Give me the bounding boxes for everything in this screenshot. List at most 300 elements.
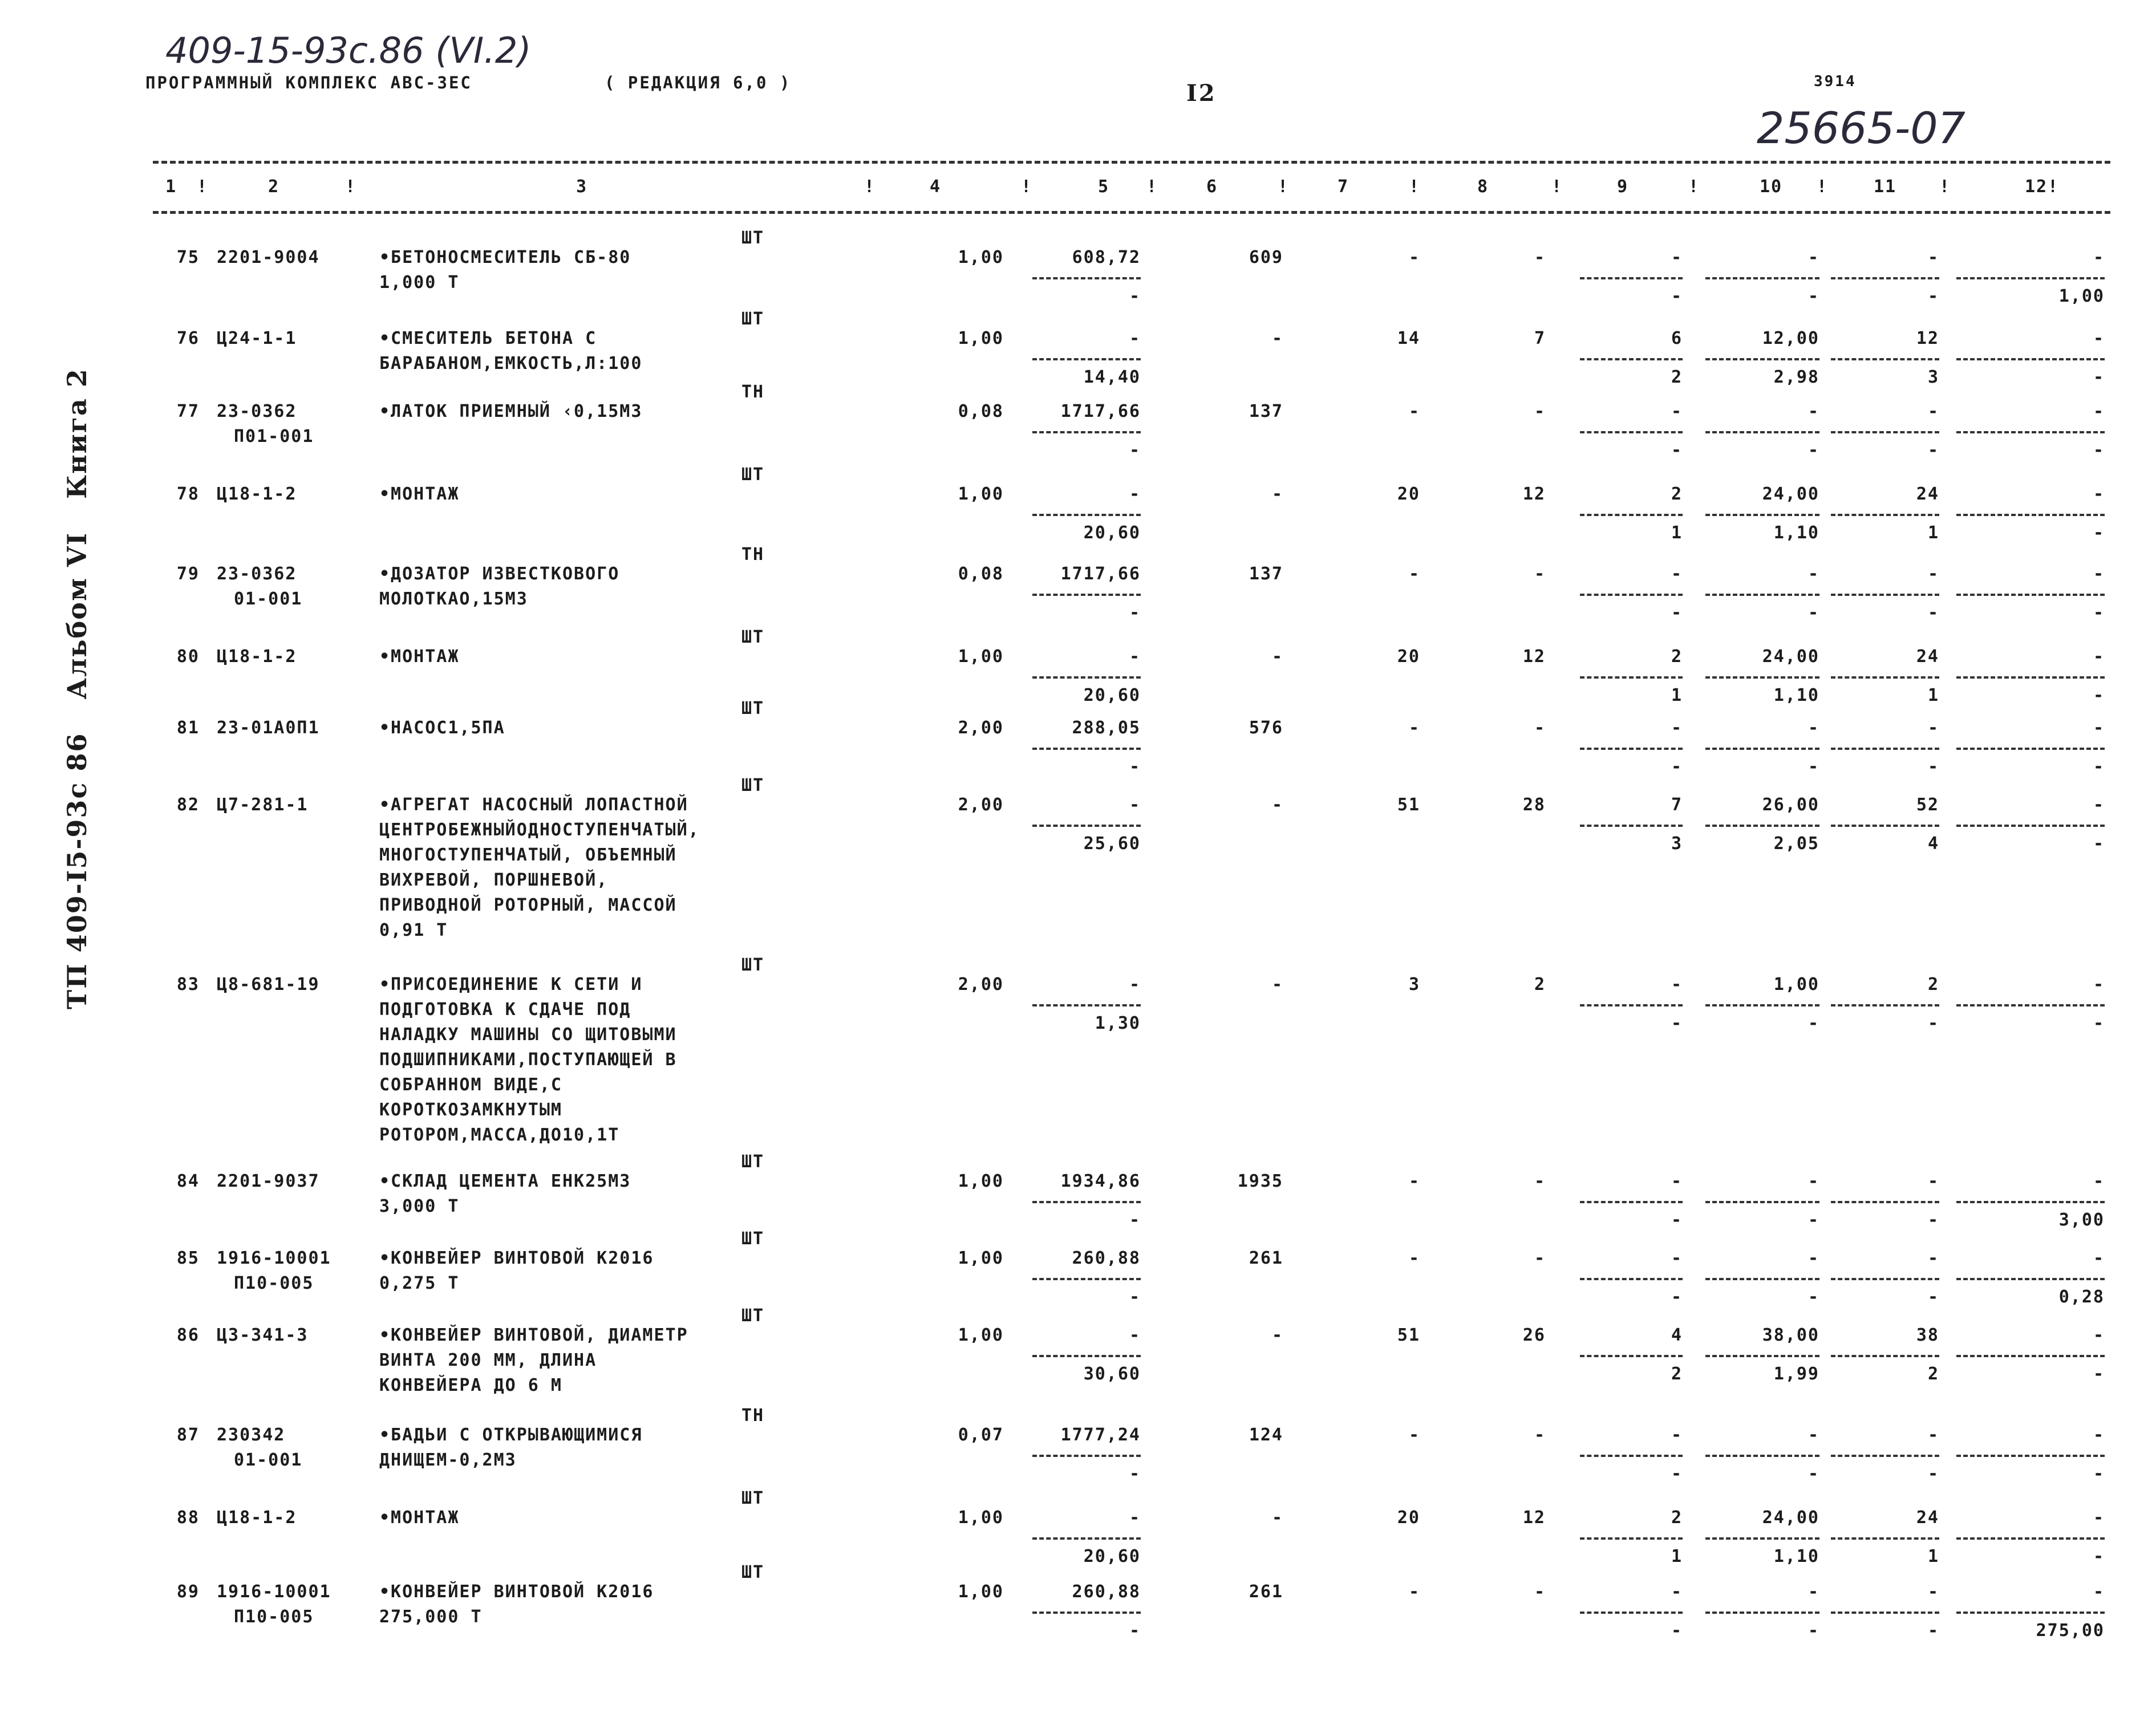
resource-description: •КОНВЕЙЕР ВИНТОВОЙ, ДИАМЕТР — [379, 1325, 688, 1345]
cell-c10-bottom: 1,10 — [1773, 523, 1819, 543]
cell-c10-bottom: - — [1808, 603, 1819, 623]
resource-description: •ЛАТОК ПРИЕМНЫЙ ‹0,15М3 — [379, 401, 643, 421]
cell-c9-bottom: - — [1671, 1013, 1683, 1033]
cell-c9-bottom: 1 — [1671, 1546, 1683, 1566]
cell-divider — [1580, 825, 1683, 827]
column-separator: ! — [1409, 177, 1421, 197]
cell-c10-bottom: - — [1808, 1621, 1819, 1641]
cell-divider — [1705, 431, 1819, 433]
cell-c11-bottom: 3 — [1927, 367, 1939, 387]
machine-cost: 26 — [1522, 1325, 1546, 1345]
labor-cost: 51 — [1397, 1325, 1420, 1345]
unit-label: ШТ — [741, 1229, 765, 1249]
resource-description: •СМЕСИТЕЛЬ БЕТОНА С — [379, 328, 597, 348]
column-header-1: 1 — [165, 177, 177, 197]
resource-description: •ДОЗАТОР ИЗВЕСТКОВОГО — [379, 564, 620, 584]
resource-description: 275,000 Т — [379, 1607, 483, 1627]
resource-description: ВИХРЕВОЙ, ПОРШНЕВОЙ, — [379, 870, 609, 890]
machine-cost: 7 — [1534, 328, 1546, 348]
machine-cost: - — [1534, 1248, 1546, 1268]
cell-divider — [1956, 358, 2105, 360]
row-number: 78 — [176, 484, 200, 504]
cell-c11-top: 2 — [1927, 975, 1939, 995]
column-header-11: 11 — [1873, 177, 1897, 197]
cell-c10-top: - — [1808, 1171, 1819, 1191]
total-cost: 137 — [1249, 564, 1283, 584]
row-number: 86 — [176, 1325, 200, 1345]
cell-divider — [1956, 748, 2105, 750]
price-value: - — [1129, 328, 1141, 348]
cell-divider — [1032, 1201, 1141, 1203]
unit-label: ШТ — [741, 699, 765, 719]
column-header-7: 7 — [1337, 177, 1349, 197]
cell-c9-top: - — [1671, 564, 1683, 584]
cell-divider — [1956, 1004, 2105, 1006]
cell-divider — [1831, 431, 1939, 433]
cell-c12-top: - — [2093, 1248, 2105, 1268]
price-salary: - — [1129, 1210, 1141, 1230]
resource-description: •АГРЕГАТ НАСОСНЫЙ ЛОПАСТНОЙ — [379, 795, 688, 815]
program-name: ПРОГРАММНЫЙ КОМПЛЕКС АВС-ЗЕС — [145, 73, 472, 92]
labor-cost: - — [1408, 718, 1420, 738]
quantity: 0,07 — [958, 1425, 1004, 1445]
cell-divider — [1705, 1004, 1819, 1006]
cell-divider — [1032, 1278, 1141, 1280]
cell-c10-bottom: 1,10 — [1773, 1546, 1819, 1566]
column-separator: ! — [1939, 177, 1951, 197]
cell-c10-bottom: 1,99 — [1773, 1364, 1819, 1384]
machine-cost: - — [1534, 401, 1546, 421]
price-salary: - — [1129, 1621, 1141, 1641]
machine-cost: - — [1534, 247, 1546, 267]
resource-description: •СКЛАД ЦЕМЕНТА ЕНК25М3 — [379, 1171, 631, 1191]
column-separator: ! — [1146, 177, 1158, 197]
resource-description: •КОНВЕЙЕР ВИНТОВОЙ К2016 — [379, 1248, 654, 1268]
cell-divider — [1705, 514, 1819, 516]
quantity: 1,00 — [958, 1582, 1004, 1602]
resource-code: Ц24-1-1 — [217, 328, 297, 348]
side-caption — [62, 345, 92, 1009]
header-bottom-rule — [153, 211, 2110, 214]
cell-c10-bottom: - — [1808, 757, 1819, 777]
cell-c9-bottom: 1 — [1671, 685, 1683, 705]
cell-divider — [1705, 825, 1819, 827]
cell-divider — [1032, 514, 1141, 516]
resource-code: 1916-10001 — [217, 1248, 331, 1268]
cell-c10-top: - — [1808, 1582, 1819, 1602]
cell-c12-bottom: 1,00 — [2058, 286, 2105, 306]
cell-c11-top: - — [1927, 247, 1939, 267]
cell-c11-bottom: 1 — [1927, 1546, 1939, 1566]
cell-c10-bottom: - — [1808, 440, 1819, 460]
price-value: 1717,66 — [1060, 564, 1141, 584]
quantity: 1,00 — [958, 247, 1004, 267]
unit-label: ШТ — [741, 776, 765, 795]
cell-c11-top: - — [1927, 718, 1939, 738]
cell-divider — [1956, 1278, 2105, 1280]
cell-c10-top: 24,00 — [1762, 647, 1819, 667]
row-number: 83 — [176, 975, 200, 995]
column-separator: ! — [1551, 177, 1563, 197]
total-cost: - — [1271, 647, 1283, 667]
quantity: 2,00 — [958, 795, 1004, 815]
cell-c10-top: - — [1808, 247, 1819, 267]
cell-c12-top: - — [2093, 718, 2105, 738]
cell-c9-bottom: 2 — [1671, 367, 1683, 387]
labor-cost: - — [1408, 564, 1420, 584]
cell-c10-top: - — [1808, 718, 1819, 738]
price-value: 1934,86 — [1060, 1171, 1141, 1191]
cell-divider — [1580, 358, 1683, 360]
cell-c9-top: 2 — [1671, 1508, 1683, 1528]
total-cost: - — [1271, 484, 1283, 504]
cell-c9-top: - — [1671, 1425, 1683, 1445]
cell-divider — [1831, 676, 1939, 679]
quantity: 1,00 — [958, 484, 1004, 504]
machine-cost: - — [1534, 1425, 1546, 1445]
total-cost: - — [1271, 795, 1283, 815]
cell-divider — [1580, 277, 1683, 279]
column-separator: ! — [1817, 177, 1829, 197]
total-cost: 137 — [1249, 401, 1283, 421]
cell-c9-top: 2 — [1671, 647, 1683, 667]
cell-c12-top: - — [2093, 1508, 2105, 1528]
total-cost: 124 — [1249, 1425, 1283, 1445]
row-number: 88 — [176, 1508, 200, 1528]
column-header-10: 10 — [1759, 177, 1783, 197]
header-top-rule — [153, 161, 2110, 164]
cell-divider — [1956, 676, 2105, 679]
resource-description: 0,91 Т — [379, 920, 448, 940]
cell-c12-top: - — [2093, 975, 2105, 995]
labor-cost: 20 — [1397, 1508, 1420, 1528]
cell-c12-top: - — [2093, 647, 2105, 667]
cell-divider — [1705, 1537, 1819, 1540]
column-separator: ! — [1688, 177, 1700, 197]
resource-description: •КОНВЕЙЕР ВИНТОВОЙ К2016 — [379, 1582, 654, 1602]
cell-c11-bottom: - — [1927, 1013, 1939, 1033]
unit-label: ШТ — [741, 627, 765, 647]
cell-divider — [1032, 358, 1141, 360]
cell-c11-bottom: - — [1927, 603, 1939, 623]
cell-c9-top: - — [1671, 1582, 1683, 1602]
cell-c12-bottom: - — [2093, 1364, 2105, 1384]
column-header-6: 6 — [1206, 177, 1218, 197]
machine-cost: 12 — [1522, 647, 1546, 667]
cell-divider — [1705, 594, 1819, 596]
resource-code: 23-0362 — [217, 564, 297, 584]
cell-divider — [1831, 1004, 1939, 1006]
quantity: 1,00 — [958, 328, 1004, 348]
cell-divider — [1032, 431, 1141, 433]
cell-divider — [1580, 1278, 1683, 1280]
machine-cost: 28 — [1522, 795, 1546, 815]
row-number: 76 — [176, 328, 200, 348]
row-number: 77 — [176, 401, 200, 421]
price-salary: - — [1129, 440, 1141, 460]
price-salary: 1,30 — [1095, 1013, 1141, 1033]
document-code-big: 25665-07 — [1757, 103, 1965, 153]
cell-c12-top: - — [2093, 564, 2105, 584]
cell-divider — [1956, 594, 2105, 596]
cell-c10-top: 1,00 — [1773, 975, 1819, 995]
cell-c12-bottom: - — [2093, 1013, 2105, 1033]
machine-cost: - — [1534, 1171, 1546, 1191]
cell-c9-bottom: - — [1671, 1621, 1683, 1641]
cell-c9-top: - — [1671, 1171, 1683, 1191]
price-salary: 30,60 — [1083, 1364, 1141, 1384]
quantity: 0,08 — [958, 401, 1004, 421]
cell-divider — [1705, 676, 1819, 679]
price-salary: - — [1129, 1464, 1141, 1484]
price-value: - — [1129, 647, 1141, 667]
cell-c11-top: - — [1927, 1425, 1939, 1445]
side-project: ТП 409-I5-93с 86 — [62, 732, 92, 1009]
cell-divider — [1956, 1537, 2105, 1540]
cell-divider — [1956, 1612, 2105, 1614]
cell-c12-bottom: 0,28 — [2058, 1287, 2105, 1307]
cell-divider — [1580, 1455, 1683, 1457]
cell-divider — [1705, 1201, 1819, 1203]
cell-c12-top: - — [2093, 484, 2105, 504]
resource-description: 3,000 Т — [379, 1196, 460, 1216]
resource-code: Ц18-1-2 — [217, 484, 297, 504]
quantity: 1,00 — [958, 1248, 1004, 1268]
cell-c12-top: - — [2093, 247, 2105, 267]
resource-description: •МОНТАЖ — [379, 484, 460, 504]
column-separator: ! — [345, 177, 357, 197]
cell-divider — [1831, 514, 1939, 516]
resource-description: •ПРИСОЕДИНЕНИЕ К СЕТИ И — [379, 975, 643, 995]
labor-cost: - — [1408, 401, 1420, 421]
document-code-small: 3914 — [1814, 73, 1857, 90]
cell-c11-bottom: 2 — [1927, 1364, 1939, 1384]
labor-cost: - — [1408, 247, 1420, 267]
cell-divider — [1032, 594, 1141, 596]
column-header-3: 3 — [576, 177, 588, 197]
cell-c9-top: - — [1671, 247, 1683, 267]
cell-c9-top: 4 — [1671, 1325, 1683, 1345]
cell-divider — [1956, 1455, 2105, 1457]
quantity: 2,00 — [958, 975, 1004, 995]
quantity: 1,00 — [958, 1325, 1004, 1345]
cell-c9-bottom: 3 — [1671, 834, 1683, 854]
cell-divider — [1956, 825, 2105, 827]
resource-code: 23-0362 — [217, 401, 297, 421]
cell-divider — [1705, 1355, 1819, 1357]
labor-cost: - — [1408, 1171, 1420, 1191]
cell-c10-top: 38,00 — [1762, 1325, 1819, 1345]
cell-c9-bottom: - — [1671, 757, 1683, 777]
cell-c9-top: 6 — [1671, 328, 1683, 348]
price-value: 1717,66 — [1060, 401, 1141, 421]
resource-description: •МОНТАЖ — [379, 647, 460, 667]
labor-cost: - — [1408, 1582, 1420, 1602]
row-number: 84 — [176, 1171, 200, 1191]
cell-c10-top: 24,00 — [1762, 484, 1819, 504]
column-header-8: 8 — [1477, 177, 1489, 197]
cell-c11-bottom: 4 — [1927, 834, 1939, 854]
cell-c11-bottom: - — [1927, 1464, 1939, 1484]
cell-c12-bottom: - — [2093, 603, 2105, 623]
cell-divider — [1831, 1537, 1939, 1540]
cell-c9-top: 7 — [1671, 795, 1683, 815]
resource-code-2: 01-001 — [234, 1450, 303, 1470]
price-salary: 20,60 — [1083, 685, 1141, 705]
total-cost: 576 — [1249, 718, 1283, 738]
cell-c9-bottom: - — [1671, 1287, 1683, 1307]
cell-c12-bottom: - — [2093, 440, 2105, 460]
column-header-9: 9 — [1616, 177, 1629, 197]
cell-c10-bottom: 2,05 — [1773, 834, 1819, 854]
total-cost: 261 — [1249, 1248, 1283, 1268]
price-salary: 25,60 — [1083, 834, 1141, 854]
price-salary: - — [1129, 286, 1141, 306]
cell-divider — [1831, 825, 1939, 827]
price-salary: 20,60 — [1083, 1546, 1141, 1566]
row-number: 80 — [176, 647, 200, 667]
cell-divider — [1032, 1004, 1141, 1006]
resource-description: •БАДЬИ С ОТКРЫВАЮЩИМИСЯ — [379, 1425, 643, 1445]
resource-description: ВИНТА 200 ММ, ДЛИНА — [379, 1350, 597, 1370]
cell-divider — [1705, 1455, 1819, 1457]
cell-c9-bottom: 2 — [1671, 1364, 1683, 1384]
cell-c9-bottom: - — [1671, 1464, 1683, 1484]
cell-divider — [1580, 1004, 1683, 1006]
price-value: 608,72 — [1072, 247, 1141, 267]
labor-cost: 3 — [1408, 975, 1420, 995]
cell-c12-top: - — [2093, 795, 2105, 815]
cell-c10-bottom: - — [1808, 1013, 1819, 1033]
cell-c12-top: - — [2093, 1325, 2105, 1345]
column-separator: ! — [1278, 177, 1290, 197]
resource-description: 0,275 Т — [379, 1273, 460, 1293]
cell-c11-top: 52 — [1916, 795, 1939, 815]
cell-c10-top: - — [1808, 1425, 1819, 1445]
resource-description: БАРАБАНОМ,ЕМКОСТЬ,Л:100 — [379, 354, 643, 374]
cell-divider — [1956, 431, 2105, 433]
cell-c10-bottom: - — [1808, 286, 1819, 306]
cell-c12-top: - — [2093, 401, 2105, 421]
cell-c10-bottom: 1,10 — [1773, 685, 1819, 705]
cell-divider — [1580, 431, 1683, 433]
resource-code: Ц3-341-3 — [217, 1325, 309, 1345]
unit-label: ТН — [741, 545, 765, 565]
column-separator: ! — [1021, 177, 1033, 197]
machine-cost: - — [1534, 1582, 1546, 1602]
resource-code: 2201-9004 — [217, 247, 320, 267]
resource-description: ЦЕНТРОБЕЖНЫЙОДНОСТУПЕНЧАТЫЙ, — [379, 820, 700, 840]
cell-c9-top: 2 — [1671, 484, 1683, 504]
row-number: 89 — [176, 1582, 200, 1602]
unit-label: ШТ — [741, 1152, 765, 1172]
unit-label: ШТ — [741, 1488, 765, 1508]
cell-divider — [1705, 1278, 1819, 1280]
cell-divider — [1580, 1537, 1683, 1540]
side-album: Альбом VI — [62, 531, 92, 700]
cell-c11-bottom: - — [1927, 440, 1939, 460]
total-cost: 609 — [1249, 247, 1283, 267]
price-value: - — [1129, 795, 1141, 815]
column-header-2: 2 — [268, 177, 280, 197]
unit-label: ТН — [741, 1406, 765, 1426]
cell-divider — [1831, 277, 1939, 279]
resource-description: СОБРАННОМ ВИДЕ,С — [379, 1075, 562, 1095]
cell-c10-top: 26,00 — [1762, 795, 1819, 815]
total-cost: 261 — [1249, 1582, 1283, 1602]
cell-divider — [1580, 594, 1683, 596]
labor-cost: - — [1408, 1248, 1420, 1268]
unit-label: ШТ — [741, 1306, 765, 1326]
resource-code-2: П10-005 — [234, 1607, 314, 1627]
cell-divider — [1831, 748, 1939, 750]
cell-divider — [1032, 676, 1141, 679]
cell-c11-top: 38 — [1916, 1325, 1939, 1345]
cell-c11-top: 12 — [1916, 328, 1939, 348]
row-number: 79 — [176, 564, 200, 584]
column-separator: ! — [864, 177, 876, 197]
row-number: 81 — [176, 718, 200, 738]
cell-c12-top: - — [2093, 1171, 2105, 1191]
cell-divider — [1032, 277, 1141, 279]
row-number: 87 — [176, 1425, 200, 1445]
cell-divider — [1580, 748, 1683, 750]
price-value: 1777,24 — [1060, 1425, 1141, 1445]
resource-code: Ц18-1-2 — [217, 647, 297, 667]
resource-code: 2201-9037 — [217, 1171, 320, 1191]
resource-code: Ц18-1-2 — [217, 1508, 297, 1528]
cell-c12-bottom: - — [2093, 367, 2105, 387]
cell-c12-bottom: - — [2093, 523, 2105, 543]
resource-description: •НАСОС1,5ПА — [379, 718, 505, 738]
cell-c11-top: 24 — [1916, 647, 1939, 667]
machine-cost: - — [1534, 564, 1546, 584]
machine-cost: 12 — [1522, 484, 1546, 504]
cell-c11-bottom: - — [1927, 1287, 1939, 1307]
resource-description: МОЛОТКАО,15М3 — [379, 589, 528, 609]
price-salary: 20,60 — [1083, 523, 1141, 543]
machine-cost: - — [1534, 718, 1546, 738]
cell-divider — [1831, 594, 1939, 596]
cell-divider — [1705, 748, 1819, 750]
cell-c10-top: 24,00 — [1762, 1508, 1819, 1528]
cell-divider — [1032, 1355, 1141, 1357]
column-header-5: 5 — [1097, 177, 1110, 197]
labor-cost: - — [1408, 1425, 1420, 1445]
quantity: 1,00 — [958, 1508, 1004, 1528]
cell-c11-bottom: 1 — [1927, 523, 1939, 543]
page-number: I2 — [1186, 80, 1217, 107]
resource-description: ДНИЩЕМ-0,2М3 — [379, 1450, 517, 1470]
cell-c9-top: - — [1671, 401, 1683, 421]
side-book: Книга 2 — [62, 368, 92, 499]
handwritten-code: 409-15-93с.86 (VI.2) — [165, 30, 532, 71]
labor-cost: 20 — [1397, 484, 1420, 504]
unit-label: ТН — [741, 382, 765, 402]
unit-label: ШТ — [741, 465, 765, 485]
resource-description: РОТОРОМ,МАССА,ДО10,1Т — [379, 1125, 620, 1145]
cell-c9-bottom: - — [1671, 286, 1683, 306]
cell-divider — [1032, 1612, 1141, 1614]
cell-c11-top: - — [1927, 1248, 1939, 1268]
cell-c11-top: 24 — [1916, 1508, 1939, 1528]
cell-divider — [1956, 514, 2105, 516]
column-header-4: 4 — [929, 177, 942, 197]
price-salary: - — [1129, 603, 1141, 623]
price-value: - — [1129, 975, 1141, 995]
cell-c12-bottom: - — [2093, 1546, 2105, 1566]
total-cost: - — [1271, 1325, 1283, 1345]
